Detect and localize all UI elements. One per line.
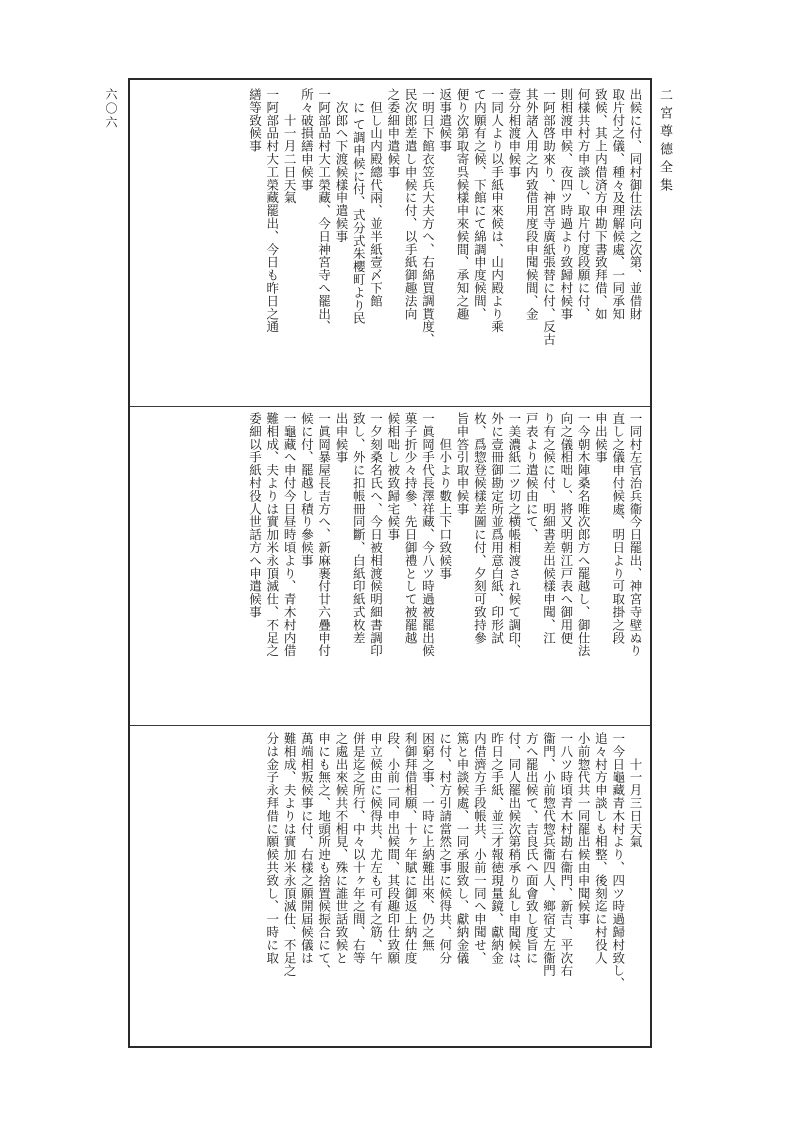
text-line: 追々村方申談しも相整、後刻迄に村役人: [593, 732, 609, 965]
text-line: 所々破損繕申候事: [299, 88, 315, 192]
tier-divider: [130, 406, 650, 407]
text-line: 一阿部品村大工榮藏、今日神宮寺へ罷出、: [316, 88, 332, 334]
tier-bottom: [130, 732, 650, 1032]
tier-middle-columns: [132, 412, 644, 712]
text-line: 一明日下館衣笠兵大夫方へ、右綿買調貰度、: [420, 88, 436, 346]
text-line: 致候、其上内借済方申勘下書致拜借、如: [593, 88, 609, 321]
text-line: 便り次第取寄呉候樣申來候間、承知之趣: [455, 88, 471, 321]
text-line: て内願有之候、下館にて綿調申度候間、: [472, 88, 488, 321]
text-line: 候に付、罷越し積り參候事: [299, 412, 315, 567]
text-line: 一夕刻桑名氏へ、今日被相渡候明細書調印: [368, 412, 384, 658]
text-line: 枚、爲惣登候樣差圖に付、夕刻可致持參: [472, 412, 488, 645]
text-line: 菓子折少々持參、先日御禮として被罷越: [403, 412, 419, 645]
text-line: 取片付之儀、種々及理解候處、一同承知: [610, 88, 626, 321]
text-line: 直し之儀申付候處、明日より可取掛之段: [610, 412, 626, 645]
tier-top-columns: [132, 88, 644, 388]
text-line: 申出候事: [593, 412, 609, 464]
text-line: 之委細申遣候事: [385, 88, 401, 179]
text-line: 一今日龜藏青木村より、四ツ時過歸村致し、: [610, 732, 626, 990]
page-number: 六〇六: [104, 88, 118, 130]
tier-bottom-columns: [132, 732, 644, 1032]
text-line: 次郎へ下渡候樣申遣候事: [333, 88, 349, 243]
text-line: 申立候由に候得共、尤左も可有之筋、午: [368, 732, 384, 965]
text-line: 申にも無之、地頭所迚も捨置候振合にて、: [316, 732, 332, 978]
text-line: 難相成、夫よりは實加米永頂滅仕、不足之: [282, 732, 298, 978]
text-line: 一阿部啓助來り、神宮寺廣紙張替に付、反古: [541, 88, 557, 346]
text-line: 篤と申談候處、一同承服致し、獻納金儀: [455, 732, 471, 965]
text-line: 旨申答引取申候事: [455, 412, 471, 516]
text-line: 致し、外に扣帳冊同斷、白紙印紙式枚差: [351, 412, 367, 645]
text-line: 一同人より以手紙申來候は、山内殿より乘: [489, 88, 505, 334]
text-line: に付、村方引請當然之事に候得共、何分: [437, 732, 453, 965]
text-line: 付、同人罷出候次第稍承り糺し申聞候は、: [506, 732, 522, 978]
text-line: 一今朝木陣桑名唯次郎方へ罷越し、御仕法: [576, 412, 592, 658]
text-line: 出候に付、同村御仕法向之次第、並借財: [628, 88, 643, 321]
text-line: 一阿部品村大工榮藏罷出、今日も昨日之通: [264, 88, 280, 334]
text-line: 向之儀相咄し、將又明朝江戸表へ御用便: [558, 412, 574, 645]
text-line: 一眞岡暴屋長吉方へ、新麻裹付廿六疊申付: [316, 412, 332, 658]
running-title: 二宮尊德全集: [657, 88, 672, 196]
text-line: 衞門、小前惣代惣兵衞四人、鄉宿丈左衞門: [541, 732, 557, 978]
text-line: 一同村左官治兵衞今日罷出、神宮寺壁ぬり: [628, 412, 643, 658]
text-line: 但し山内殿總代兩、並半紙壹〆下館: [368, 88, 384, 308]
text-line: 壹分相渡申候事: [506, 88, 522, 179]
text-line: 内借濟方手段帳共、小前一同へ申聞せ、: [472, 732, 488, 965]
text-line: り有之候に付、明細書差出候樣申聞、江: [541, 412, 557, 645]
text-line: 困窮之事、一時に上納難出來、仍之無: [420, 732, 436, 952]
text-line: 但小より數上下口致候事: [437, 412, 453, 580]
text-line: 一美濃紙二ツ切之横帳相渡され候て調印、: [506, 412, 522, 658]
text-line: 小前惣代共一同罷出候由申聞候事: [576, 732, 592, 926]
text-line: 十一月二日天氣: [282, 88, 298, 205]
text-line: 其外諸入用之内致借用度段申聞候間、金: [524, 88, 540, 321]
text-line: 難相成、夫よりは實加米永頂滅仕、不足之: [264, 412, 280, 658]
text-line: 萬端相叛候事に付、右樣之願開届候儀は: [299, 732, 315, 965]
text-line: 併是迄之所行、中々以十ヶ年之間、右等: [351, 732, 367, 965]
text-line: 分は金子永拜借に願候共致し、一時に取: [264, 732, 280, 965]
text-line: 外に壹冊御勘定所並爲用意白紙、印形試: [489, 412, 505, 645]
text-line: 民次郎差遣し申候に付、以手紙御趣法向: [403, 88, 419, 321]
text-line: 十一月三日天氣: [628, 732, 643, 849]
tier-divider: [130, 725, 650, 726]
tier-top: [130, 88, 650, 388]
text-line: に て調申候に付、式分式朱櫻町より民: [351, 88, 367, 325]
text-line: 出申候事: [333, 412, 349, 464]
text-line: 戸表より遣候由にて、: [524, 412, 540, 541]
text-line: 之處出來候共不相見、殊に誰世話致候と: [333, 732, 349, 965]
text-line: 方へ罷出候て、吉良氏へ面會致し度旨に: [524, 732, 540, 965]
text-line: 則相渡申候、夜四ツ時過より致歸村候事: [558, 88, 574, 321]
tier-middle: [130, 412, 650, 712]
text-line: 何樣共村方申談し、取片付度段願に付、: [576, 88, 592, 321]
text-line: 候相咄し被致歸宅候事: [385, 412, 401, 541]
text-line: 委細以手紙村役人世話方へ申遣候事: [247, 412, 263, 619]
text-line: 一眞岡手代長澤祥藏、今八ツ時過被罷出候: [420, 412, 436, 658]
text-line: 返事遣候事: [437, 88, 453, 153]
text-line: 利御拜借相願、十ヶ年賦に御返上納仕度: [403, 732, 419, 965]
text-line: 繕等致候事: [247, 88, 263, 153]
text-line: 昨日之手紙、並三才報徳現量鏡、獻納金: [489, 732, 505, 965]
text-line: 一龜藏へ申付今日昼時頃より、青木村内借: [282, 412, 298, 658]
text-frame: [128, 78, 652, 1048]
text-line: 段、小前一同申出候間、其段趣印仕致願: [385, 732, 401, 965]
text-line: 一八ツ時頃青木村勘右衞門、新吉、平次右: [558, 732, 574, 978]
